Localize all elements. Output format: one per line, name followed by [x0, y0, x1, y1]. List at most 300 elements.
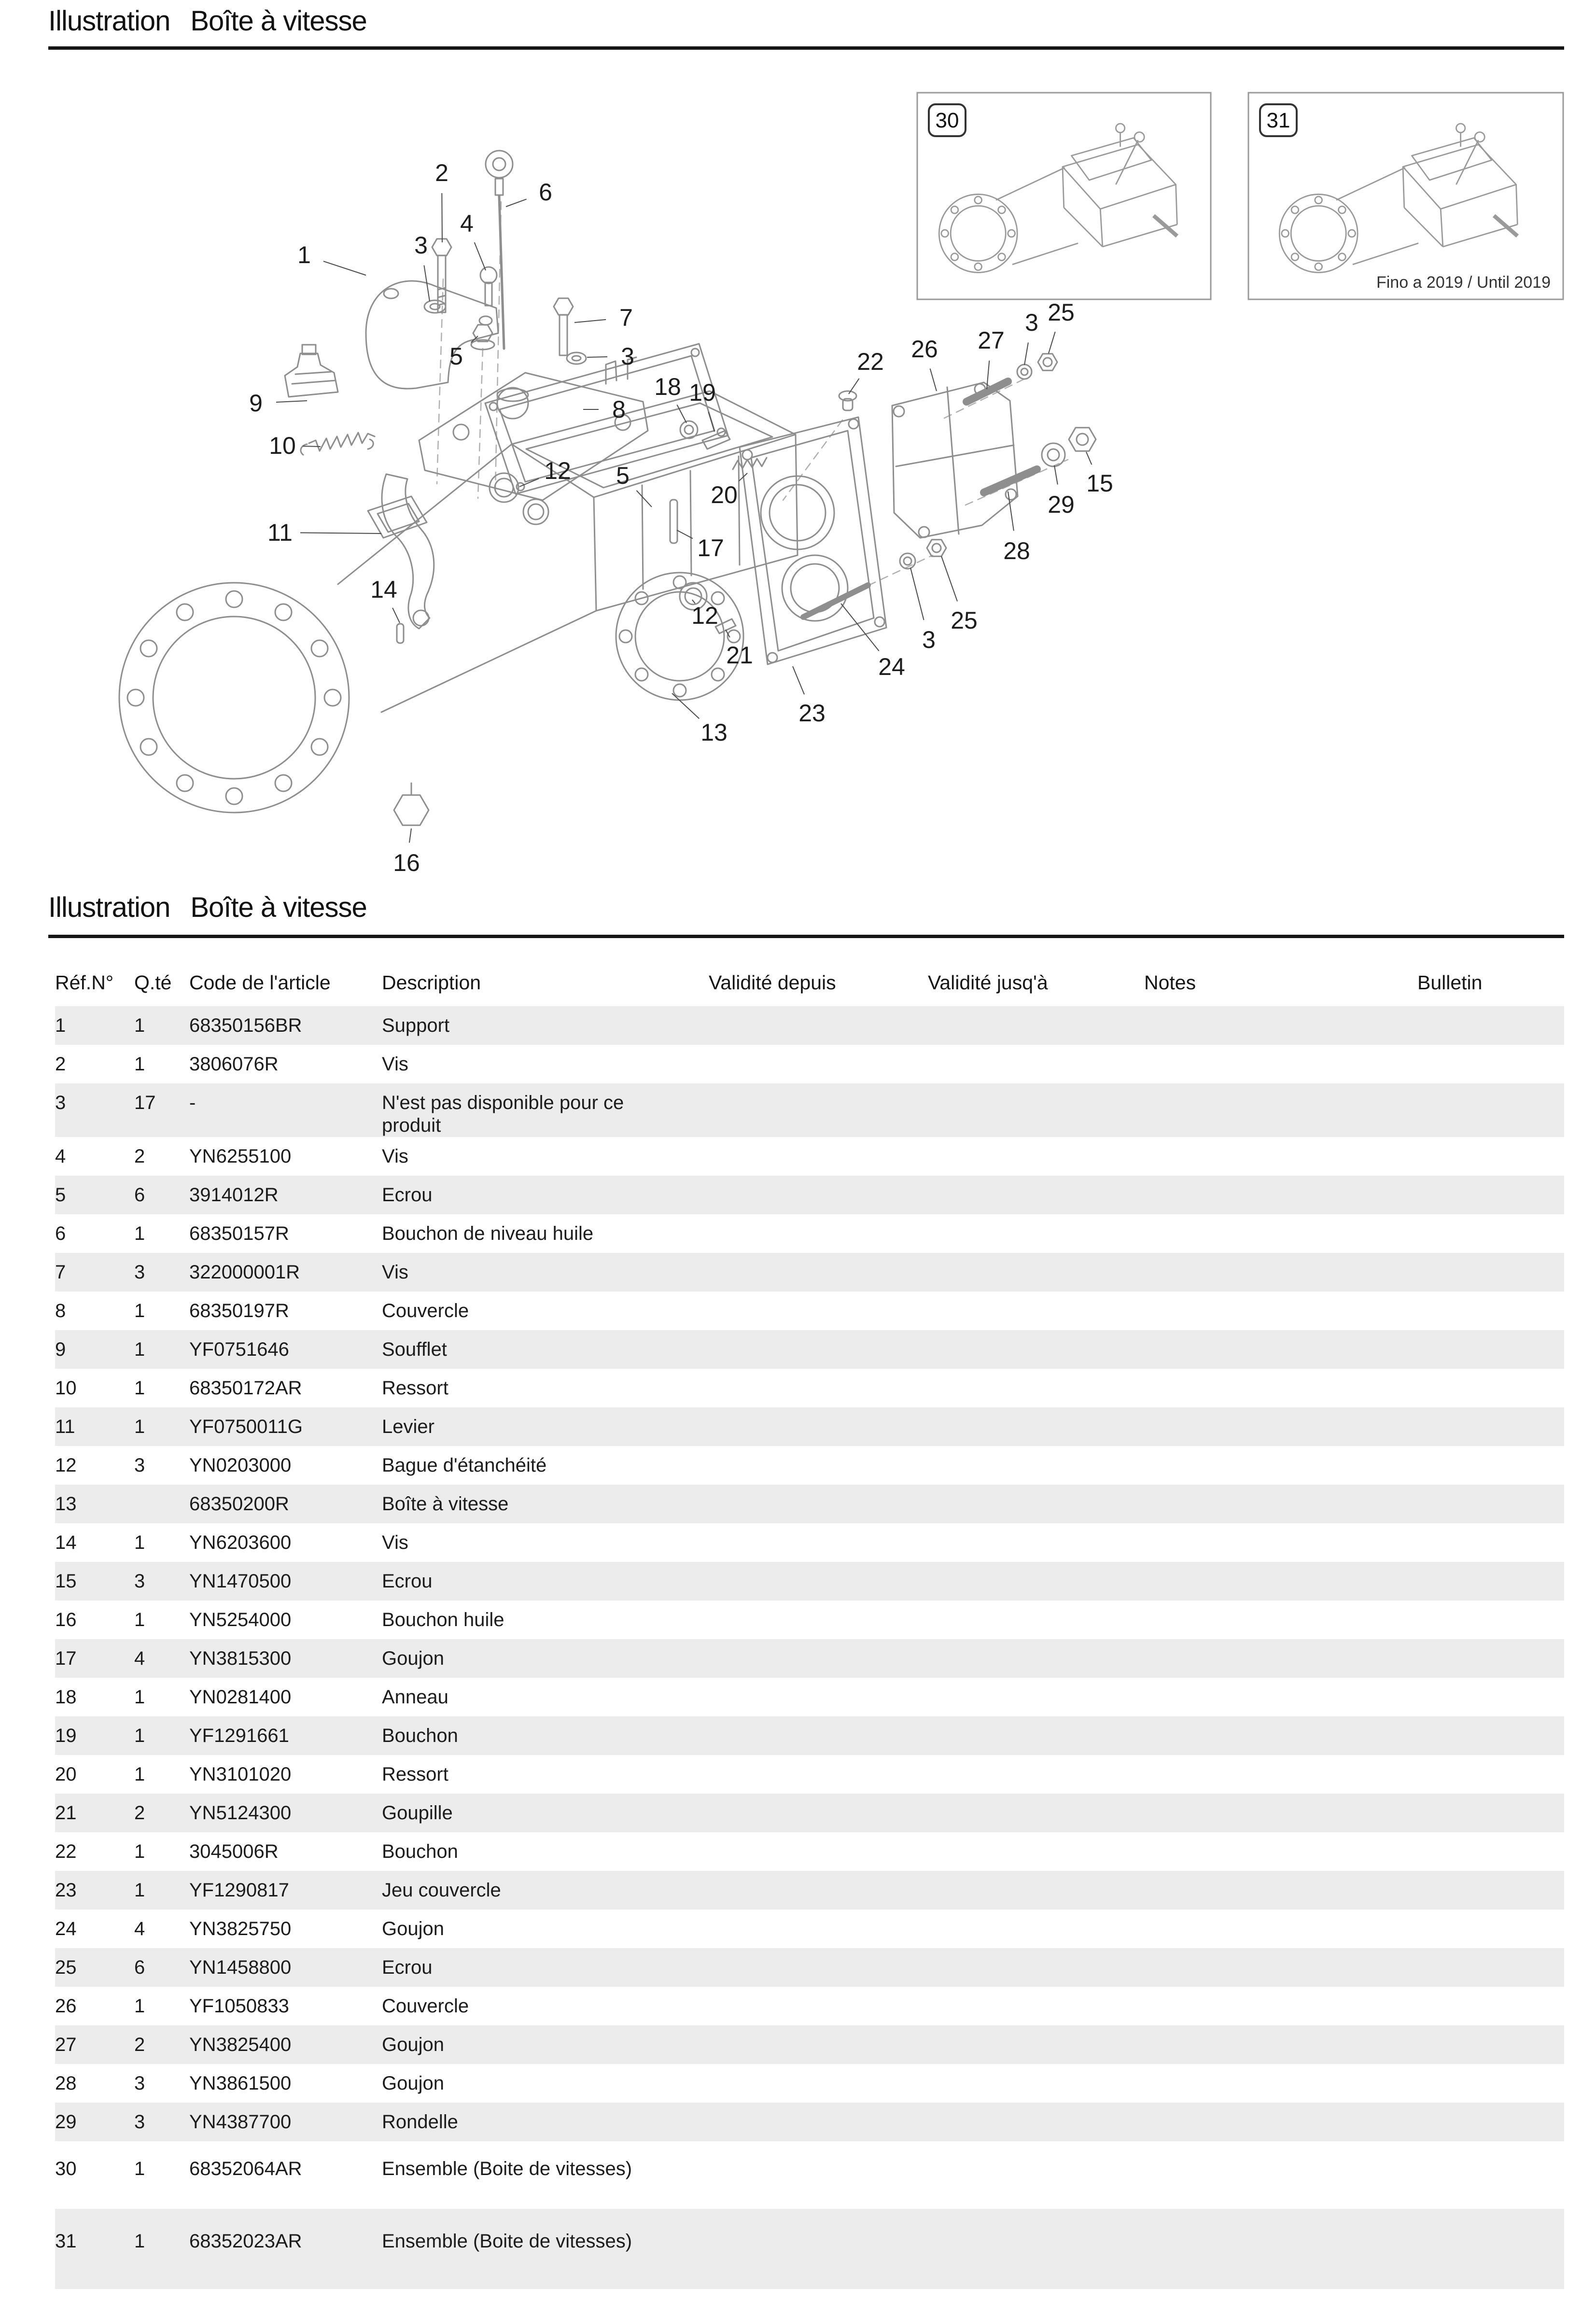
table-row[interactable] [55, 1832, 1564, 1871]
part-oil-level-plug [486, 151, 513, 349]
cell-ref: 25 [55, 1957, 77, 1978]
cell-bulletin [1417, 1840, 1564, 1871]
cell-desc: Jeu couvercle [382, 1880, 501, 1901]
cell-qty: 3 [134, 2073, 145, 2094]
cell-bulletin [1417, 1531, 1564, 1562]
cell-notes [1144, 1053, 1417, 1083]
cell-notes [1144, 1092, 1417, 1137]
inset-31-note: Fino a 2019 / Until 2019 [1376, 273, 1551, 292]
cell-bulletin [1417, 2034, 1564, 2064]
callout-label: 23 [798, 700, 826, 727]
callout-leader-line [793, 666, 804, 694]
callout-label: 5 [616, 462, 630, 489]
cell-desc: Rondelle [382, 2111, 458, 2133]
callout-leader-line [1008, 491, 1014, 531]
cell-qty: 2 [134, 1146, 145, 1167]
cell-desc: Vis [382, 1053, 408, 1075]
cell-code: YN3101020 [189, 1764, 292, 1785]
cell-code: YN1458800 [189, 1957, 292, 1978]
cell-to [928, 1802, 1144, 1832]
cell-desc: Bague d'étanchéité [382, 1455, 547, 1476]
cell-qty: 1 [134, 1880, 145, 1901]
cell-ref: 31 [55, 2231, 77, 2252]
parts-table [55, 962, 1564, 2289]
cell-code: YF1290817 [189, 1880, 289, 1901]
cell-notes [1144, 1416, 1417, 1446]
cell-to [928, 1725, 1144, 1755]
column-header-qty: Q.té [134, 971, 172, 994]
cell-from [709, 1918, 928, 1948]
cell-bulletin [1417, 1377, 1564, 1407]
cell-desc: Anneau [382, 1686, 448, 1708]
cell-code: YN0203000 [189, 1455, 292, 1476]
cell-from [709, 1338, 928, 1369]
cell-ref: 11 [55, 1416, 75, 1437]
callout-leader-line [1024, 342, 1028, 365]
cell-bulletin [1417, 1416, 1564, 1446]
page-title [48, 5, 367, 37]
cell-to [928, 1570, 1144, 1601]
callout-label: 8 [612, 396, 626, 423]
column-header-to: Validité jusq'à [928, 971, 1048, 994]
callout-label: 3 [922, 626, 936, 653]
cell-to [928, 1531, 1144, 1562]
parts-table-body [55, 1006, 1564, 2289]
table-row[interactable] [55, 1330, 1564, 1369]
column-header-desc: Description [382, 971, 481, 994]
cell-to [928, 1840, 1144, 1871]
callout-leader-line [300, 533, 381, 534]
cell-from [709, 1802, 928, 1832]
cell-to [928, 1014, 1144, 1045]
cell-desc: Vis [382, 1532, 408, 1553]
cell-bulletin [1417, 1184, 1564, 1214]
cell-bulletin [1417, 1918, 1564, 1948]
cell-qty: 1 [134, 1725, 145, 1746]
cell-to [928, 2034, 1144, 2064]
cell-code: 68350156BR [189, 1015, 302, 1036]
cell-code: - [189, 1092, 196, 1113]
table-title-label: Illustration [48, 892, 170, 923]
part-cover-26 [892, 382, 1018, 538]
callout-leader-line [392, 608, 400, 623]
cell-to [928, 1222, 1144, 1253]
cell-code: 68352023AR [189, 2231, 302, 2252]
callout-leader-line [276, 401, 307, 402]
cell-code: 3045006R [189, 1841, 279, 1862]
cell-ref: 30 [55, 2158, 77, 2179]
cell-to [928, 1763, 1144, 1794]
cell-qty: 1 [134, 1300, 145, 1321]
cell-ref: 7 [55, 1262, 66, 1283]
column-header-ref: Réf.N° [55, 971, 114, 994]
cell-ref: 28 [55, 2073, 77, 2094]
cell-from [709, 1184, 928, 1214]
cell-notes [1144, 1956, 1417, 1987]
cell-qty: 4 [134, 1918, 145, 1939]
cell-qty: 1 [134, 1532, 145, 1553]
part-washer-29 [1042, 443, 1065, 466]
callout-leader-line [303, 446, 321, 447]
cell-desc: Couvercle [382, 1995, 469, 2017]
callout-label: 17 [697, 534, 724, 562]
cell-qty: 1 [134, 1686, 145, 1708]
cell-desc: Goupille [382, 1802, 453, 1824]
callout-label: 15 [1086, 470, 1113, 497]
callout-label: 22 [857, 348, 884, 375]
cell-to [928, 2111, 1144, 2141]
cell-code: YF1291661 [189, 1725, 289, 1746]
cell-from [709, 1014, 928, 1045]
table-row[interactable] [55, 1678, 1564, 1716]
cell-ref: 26 [55, 1995, 77, 2017]
cell-from [709, 1493, 928, 1523]
callout-leader-line [574, 320, 606, 323]
cell-to [928, 1995, 1144, 2025]
callout-label: 21 [726, 642, 753, 669]
table-row[interactable] [55, 1083, 1564, 1137]
cell-desc: Couvercle [382, 1300, 469, 1321]
cell-desc: Ensemble (Boite de vitesses) [382, 2158, 632, 2179]
cell-notes [1144, 1184, 1417, 1214]
cell-code: YN5254000 [189, 1609, 292, 1630]
cell-code: 68350197R [189, 1300, 289, 1321]
cell-ref: 16 [55, 1609, 77, 1630]
callout-label: 3 [621, 343, 634, 370]
table-row[interactable] [55, 1045, 1564, 1083]
cell-ref: 23 [55, 1880, 77, 1901]
callout-leader-line [849, 379, 859, 394]
cell-desc: Ressort [382, 1764, 448, 1785]
callout-label: 14 [370, 576, 397, 603]
cell-ref: 21 [55, 1802, 77, 1824]
cell-bulletin [1417, 1053, 1564, 1083]
table-row[interactable] [55, 1214, 1564, 1253]
cell-bulletin [1417, 1956, 1564, 1987]
callout-label: 25 [951, 607, 978, 634]
cell-qty: 1 [134, 1053, 145, 1075]
callout-label: 12 [544, 457, 571, 484]
part-washer-3b [567, 352, 586, 364]
part-rear-cover-23 [740, 417, 886, 664]
cell-from [709, 2111, 928, 2141]
callout-leader-line [1054, 465, 1058, 485]
cell-bulletin [1417, 1222, 1564, 1253]
cell-bulletin [1417, 1092, 1564, 1137]
callout-label: 12 [691, 602, 718, 629]
cell-qty: 6 [134, 1184, 145, 1206]
table-title [48, 891, 367, 924]
cell-from [709, 1261, 928, 1292]
cell-ref: 1 [55, 1015, 66, 1036]
cell-bulletin [1417, 1802, 1564, 1832]
callout-label: 25 [1048, 299, 1075, 326]
cell-code: 322000001R [189, 1262, 300, 1283]
callout-label: 18 [654, 373, 681, 400]
cell-notes [1144, 2111, 1417, 2141]
cell-bulletin [1417, 1995, 1564, 2025]
cell-qty: 1 [134, 1764, 145, 1785]
cell-notes [1144, 1014, 1417, 1045]
part-boot [285, 345, 338, 397]
cell-to [928, 1454, 1144, 1485]
cell-notes [1144, 1300, 1417, 1330]
exploded-diagram [0, 63, 1596, 891]
cell-bulletin [1417, 1609, 1564, 1639]
cell-from [709, 1377, 928, 1407]
cell-ref: 5 [55, 1184, 66, 1206]
callout-label: 20 [711, 481, 738, 508]
parts-table-header [55, 962, 1564, 1006]
cell-desc: Vis [382, 1262, 408, 1283]
cell-code: YN3861500 [189, 2073, 292, 2094]
cell-bulletin [1417, 1570, 1564, 1601]
part-stud-24 [803, 585, 868, 617]
cell-ref: 15 [55, 1571, 77, 1592]
cell-code: YF0751646 [189, 1339, 289, 1360]
column-header-bulletin: Bulletin [1417, 971, 1483, 994]
cell-desc: Ensemble (Boite de vitesses) [382, 2231, 632, 2252]
part-spring-10 [301, 433, 375, 455]
table-row[interactable] [55, 1910, 1564, 1948]
cell-to [928, 2158, 1144, 2209]
table-row[interactable] [55, 1006, 1564, 1045]
page-title-name: Boîte à vitesse [190, 5, 367, 37]
table-row[interactable] [55, 1794, 1564, 1832]
cell-notes [1144, 1145, 1417, 1176]
cell-notes [1144, 1338, 1417, 1369]
cell-from [709, 2072, 928, 2103]
cell-code: 68352064AR [189, 2158, 302, 2179]
table-row[interactable] [55, 1446, 1564, 1485]
cell-from [709, 1531, 928, 1562]
cell-bulletin [1417, 1686, 1564, 1716]
cell-notes [1144, 1609, 1417, 1639]
table-row[interactable] [55, 2103, 1564, 2141]
table-row[interactable] [55, 1948, 1564, 1987]
cell-qty: 1 [134, 1841, 145, 1862]
cell-desc: Goujon [382, 2034, 444, 2055]
table-row[interactable] [55, 1871, 1564, 1910]
column-header-code: Code de l'article [189, 971, 331, 994]
part-stud-17 [670, 500, 677, 543]
table-row[interactable] [55, 1601, 1564, 1639]
cell-ref: 8 [55, 1300, 66, 1321]
callout-label: 9 [249, 390, 263, 417]
cell-bulletin [1417, 1145, 1564, 1176]
cell-desc: Bouchon huile [382, 1609, 504, 1630]
cell-code: YN0281400 [189, 1686, 292, 1708]
cell-from [709, 1416, 928, 1446]
table-row[interactable] [55, 1639, 1564, 1678]
cell-desc: Ecrou [382, 1571, 433, 1592]
callout-leader-line [409, 829, 411, 843]
cell-notes [1144, 1377, 1417, 1407]
inset-box-31 [1248, 93, 1563, 299]
cell-from [709, 1763, 928, 1794]
cell-bulletin [1417, 2230, 1564, 2289]
callout-label: 1 [297, 241, 311, 268]
cell-code: YN3815300 [189, 1648, 292, 1669]
cell-qty: 2 [134, 1802, 145, 1824]
cell-to [928, 1377, 1144, 1407]
cell-to [928, 1145, 1144, 1176]
part-support-bracket [366, 281, 498, 389]
cell-bulletin [1417, 1300, 1564, 1330]
callout-leader-line [1049, 332, 1055, 353]
cell-desc: Support [382, 1015, 450, 1036]
callout-label: 28 [1003, 537, 1030, 564]
callout-leader-line [930, 368, 937, 391]
callout-label: 24 [878, 653, 905, 680]
cell-notes [1144, 1647, 1417, 1678]
cell-to [928, 1053, 1144, 1083]
inset-31-label: 31 [1266, 109, 1290, 132]
cell-bulletin [1417, 2072, 1564, 2103]
callout-label: 3 [414, 232, 428, 259]
cell-notes [1144, 1763, 1417, 1794]
cell-code: YN6203600 [189, 1532, 292, 1553]
cell-notes [1144, 1261, 1417, 1292]
cell-qty: 1 [134, 2231, 145, 2252]
cell-qty: 3 [134, 1571, 145, 1592]
cell-to [928, 1879, 1144, 1910]
cell-qty: 1 [134, 1339, 145, 1360]
callout-label: 16 [393, 849, 420, 876]
callout-label: 13 [700, 719, 728, 746]
table-row[interactable] [55, 1253, 1564, 1292]
cell-notes [1144, 1493, 1417, 1523]
cell-from [709, 2034, 928, 2064]
cell-desc: Ecrou [382, 1957, 433, 1978]
part-housing [119, 344, 798, 813]
table-row[interactable] [55, 1562, 1564, 1601]
cell-notes [1144, 1879, 1417, 1910]
cell-desc: Bouchon [382, 1841, 458, 1862]
cell-code: YF0750011G [189, 1416, 303, 1437]
table-row[interactable] [55, 1369, 1564, 1407]
cell-bulletin [1417, 1014, 1564, 1045]
cell-from [709, 1300, 928, 1330]
cell-notes [1144, 1725, 1417, 1755]
table-row[interactable] [55, 1292, 1564, 1330]
part-nut-25b [927, 540, 946, 557]
cell-qty: 1 [134, 1377, 145, 1399]
cell-from [709, 2158, 928, 2209]
table-row[interactable] [55, 1137, 1564, 1176]
cell-desc: N'est pas disponible pour ce produit [382, 1092, 624, 1136]
cell-to [928, 1956, 1144, 1987]
part-top-cover [419, 357, 648, 500]
cell-qty [134, 1493, 189, 1523]
cell-code: 68350200R [189, 1493, 289, 1515]
cell-desc: Goujon [382, 2073, 444, 2094]
cell-from [709, 1956, 928, 1987]
callout-label: 4 [460, 210, 474, 237]
callout-leader-line [506, 199, 527, 207]
cell-notes [1144, 2034, 1417, 2064]
cell-from [709, 1725, 928, 1755]
table-row[interactable] [55, 1987, 1564, 2025]
table-row[interactable] [55, 1407, 1564, 1446]
cell-ref: 17 [55, 1648, 77, 1669]
cell-from [709, 1840, 928, 1871]
cell-qty: 4 [134, 1648, 145, 1669]
cell-code: YF1050833 [189, 1995, 289, 2017]
cell-from [709, 1879, 928, 1910]
column-header-from: Validité depuis [709, 971, 836, 994]
cell-bulletin [1417, 2111, 1564, 2141]
callout-leader-line [1086, 452, 1092, 464]
cell-qty: 1 [134, 1223, 145, 1244]
cell-ref: 24 [55, 1918, 77, 1939]
table-row[interactable] [55, 2209, 1564, 2289]
cell-from [709, 1647, 928, 1678]
cell-to [928, 1338, 1144, 1369]
cell-desc: Levier [382, 1416, 434, 1437]
cell-bulletin [1417, 1879, 1564, 1910]
cell-from [709, 1995, 928, 2025]
table-row[interactable] [55, 1716, 1564, 1755]
cell-from [709, 1145, 928, 1176]
cell-to [928, 1300, 1144, 1330]
table-row[interactable] [55, 2064, 1564, 2103]
table-row[interactable] [55, 1485, 1564, 1523]
cell-desc: Goujon [382, 1918, 444, 1939]
table-row[interactable] [55, 2025, 1564, 2064]
cell-from [709, 1053, 928, 1083]
cell-to [928, 2230, 1144, 2289]
callout-label: 26 [911, 336, 938, 363]
cell-ref: 19 [55, 1725, 77, 1746]
cell-code: YN6255100 [189, 1146, 292, 1167]
table-row[interactable] [55, 2141, 1564, 2209]
cell-ref: 18 [55, 1686, 77, 1708]
part-bolt-7 [554, 298, 573, 355]
cell-qty: 6 [134, 1957, 145, 1978]
cell-to [928, 1092, 1144, 1137]
cell-bulletin [1417, 1261, 1564, 1292]
table-row[interactable] [55, 1523, 1564, 1562]
cell-desc: Ecrou [382, 1184, 433, 1206]
cell-code: YN1470500 [189, 1571, 292, 1592]
cell-to [928, 1609, 1144, 1639]
cell-ref: 14 [55, 1532, 77, 1553]
cell-from [709, 1570, 928, 1601]
cell-ref: 12 [55, 1455, 77, 1476]
cell-desc: Vis [382, 1146, 408, 1167]
table-row[interactable] [55, 1755, 1564, 1794]
cell-to [928, 1184, 1144, 1214]
cell-to [928, 2072, 1144, 2103]
cell-desc: Goujon [382, 1648, 444, 1669]
cell-code: 68350157R [189, 1223, 289, 1244]
cell-notes [1144, 1570, 1417, 1601]
cell-ref: 2 [55, 1053, 66, 1075]
cell-notes [1144, 1531, 1417, 1562]
cell-bulletin [1417, 1493, 1564, 1523]
cell-from [709, 1222, 928, 1253]
callout-label: 2 [435, 159, 448, 186]
callout-label: 7 [619, 304, 633, 331]
cell-to [928, 1493, 1144, 1523]
divider-table [48, 935, 1564, 938]
table-row[interactable] [55, 1176, 1564, 1214]
part-drain-plug [394, 783, 429, 825]
part-screw-14 [397, 624, 404, 643]
cell-notes [1144, 1995, 1417, 2025]
callout-label: 3 [1025, 309, 1038, 336]
